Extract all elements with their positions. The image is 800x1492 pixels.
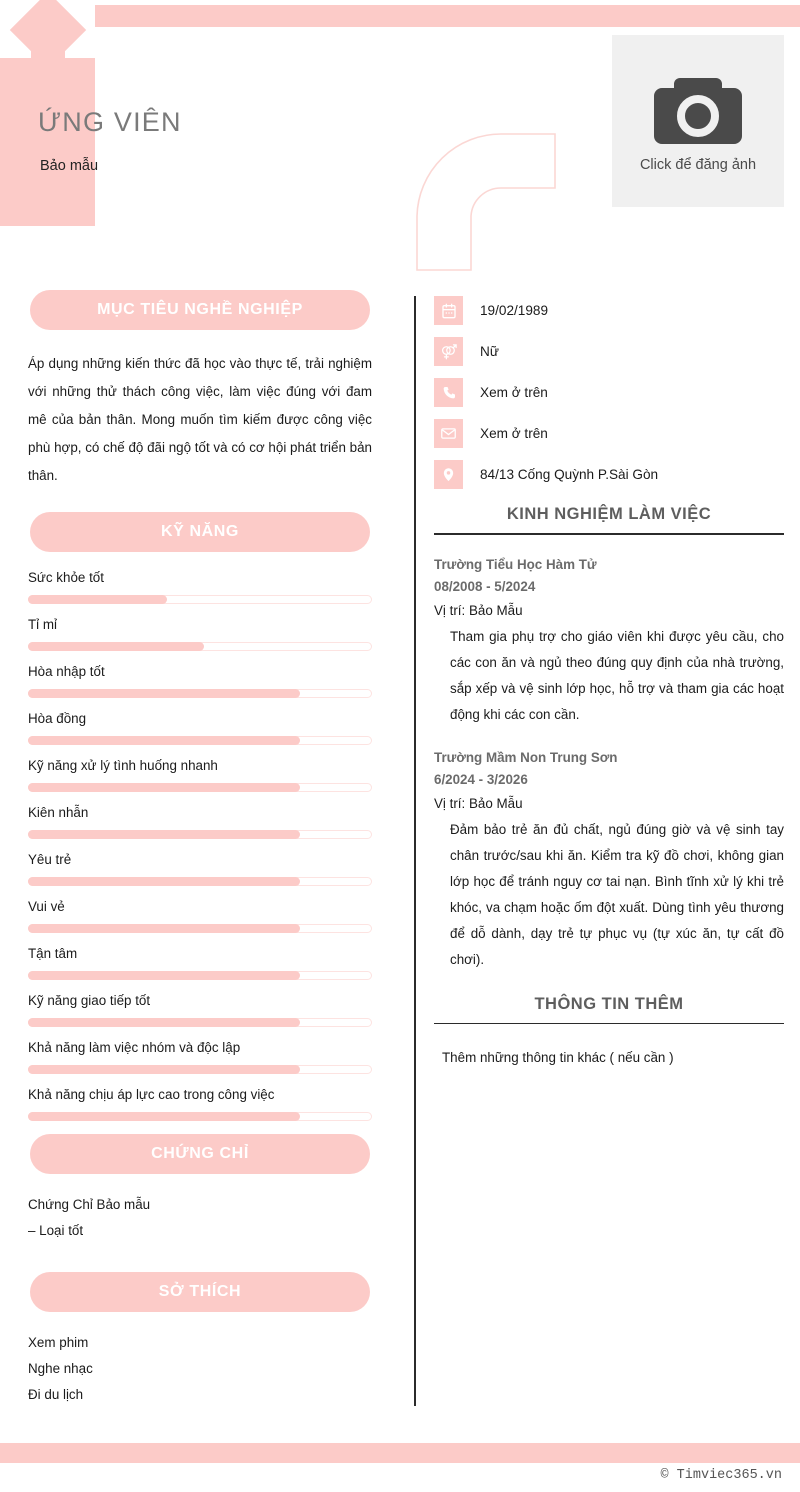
skill-bar-fill	[28, 877, 300, 886]
skill-label: Yêu trẻ	[28, 852, 72, 867]
hobbies-list	[28, 1330, 372, 1408]
contact-row	[434, 460, 784, 489]
list-item: Chứng Chỉ Bảo mẫu	[28, 1197, 151, 1212]
skill-bar-fill	[28, 689, 300, 698]
section-heading-extra: THÔNG TIN THÊM	[534, 994, 684, 1013]
skill-label: Kiên nhẫn	[28, 805, 89, 820]
skill-bar-fill	[28, 736, 300, 745]
list-item: – Loại tốt	[28, 1223, 84, 1238]
job-position: Vị trí: Bảo Mẫu	[434, 795, 523, 811]
jobs-list	[434, 554, 784, 973]
job-position: Vị trí: Bảo Mẫu	[434, 602, 523, 618]
skill-bar-track	[28, 1018, 372, 1027]
skill-bar-track	[28, 642, 372, 651]
skill-bar-fill	[28, 830, 300, 839]
contact-value: 19/02/1989	[480, 303, 549, 318]
left-column	[0, 290, 400, 1408]
name-accent-block	[0, 58, 95, 226]
skills-list	[28, 570, 372, 1121]
skill-item	[28, 664, 372, 698]
skill-bar-track	[28, 971, 372, 980]
list-item: Nghe nhạc	[28, 1361, 93, 1376]
skill-item	[28, 899, 372, 933]
skill-label: Sức khỏe tốt	[28, 570, 104, 585]
job-organization: Trường Mầm Non Trung Sơn	[434, 749, 618, 765]
contact-value: Xem ở trên	[480, 385, 548, 400]
job-entry	[434, 554, 784, 728]
job-entry	[434, 747, 784, 973]
page-title: ỨNG VIÊN	[38, 107, 182, 137]
skill-label: Khả năng làm việc nhóm và độc lập	[28, 1040, 241, 1055]
calendar-icon	[434, 296, 463, 325]
skill-bar-fill	[28, 783, 300, 792]
candidate-role: Bảo mẫu	[40, 158, 99, 174]
skill-bar-fill	[28, 1112, 300, 1121]
skill-bar-track	[28, 783, 372, 792]
skill-item	[28, 1087, 372, 1121]
skill-item	[28, 711, 372, 745]
skill-bar-track	[28, 1065, 372, 1074]
job-description: Đảm bảo trẻ ăn đủ chất, ngủ đúng giờ và vệ sinh tay chân trước/sau khi ăn. Kiểm tra kỹ đồ chơi, không gian lớp học để tránh nguy cơ tai nạn. Bình tĩnh xử lý khi trẻ khóc, va chạm hoặc ốm đột xuất. Dùng tình yêu thương để dỗ dành, dạy trẻ tự phục vụ (tự xúc ăn, tự cất đồ chơi).	[450, 821, 784, 967]
experience-section	[434, 505, 784, 973]
skill-bar-track	[28, 924, 372, 933]
job-organization: Trường Tiểu Học Hàm Tử	[434, 556, 597, 572]
footer-copyright: © Timviec365.vn	[660, 1468, 782, 1483]
contact-value: 84/13 Cống Quỳnh P.Sài Gòn	[480, 467, 659, 482]
skill-bar-track	[28, 736, 372, 745]
skill-bar-fill	[28, 642, 204, 651]
photo-upload-label: Click để đăng ảnh	[639, 156, 757, 173]
heading-rule	[434, 533, 784, 535]
job-dates: 6/2024 - 3/2026	[434, 771, 528, 787]
contact-row	[434, 419, 784, 448]
skill-item	[28, 758, 372, 792]
objective-body: Áp dụng những kiến thức đã học vào thực tế, trải nghiệm với những thử thách công việc, làm việc đúng với đam mê của bản thân. Mong muốn tìm kiếm được công việc phù hợp, có chế độ đãi ngộ tốt và có cơ hội phát triển bản thân.	[28, 356, 372, 483]
skill-label: Tận tâm	[28, 946, 78, 961]
column-divider	[414, 296, 416, 1406]
certificates-list	[28, 1192, 372, 1244]
skill-label: Kỹ năng giao tiếp tốt	[28, 993, 151, 1008]
section-heading-experience: KINH NGHIỆM LÀM VIỆC	[506, 505, 712, 523]
extra-info-body: Thêm những thông tin khác ( nếu cần )	[442, 1050, 674, 1066]
section-heading-objective: MỤC TIÊU NGHỀ NGHIỆP	[30, 290, 370, 330]
contact-value: Nữ	[480, 344, 499, 359]
contact-row	[434, 337, 784, 366]
skill-bar-track	[28, 830, 372, 839]
gender-icon	[434, 337, 463, 366]
contact-row	[434, 378, 784, 407]
decorative-arc	[415, 132, 557, 272]
location-pin-icon	[434, 460, 463, 489]
skill-item	[28, 1040, 372, 1074]
list-item: Đi du lịch	[28, 1387, 84, 1402]
bottom-accent-bar	[0, 1443, 800, 1463]
skill-bar-track	[28, 595, 372, 604]
contact-row	[434, 296, 784, 325]
photo-upload-box[interactable]	[612, 35, 784, 207]
skill-item	[28, 852, 372, 886]
contact-list	[434, 296, 784, 489]
extra-info-section	[434, 995, 784, 1066]
phone-icon	[434, 378, 463, 407]
skill-bar-fill	[28, 1018, 300, 1027]
skill-bar-fill	[28, 595, 167, 604]
heading-rule	[434, 1023, 784, 1025]
skill-label: Hòa đồng	[28, 711, 87, 726]
skill-label: Khả năng chịu áp lực cao trong công việc	[28, 1087, 275, 1102]
top-accent-bar	[95, 5, 800, 27]
skill-item	[28, 805, 372, 839]
right-column	[434, 296, 784, 1065]
skill-bar-track	[28, 1112, 372, 1121]
camera-icon	[650, 70, 746, 150]
skill-item	[28, 946, 372, 980]
skill-item	[28, 617, 372, 651]
skill-item	[28, 993, 372, 1027]
skill-item	[28, 570, 372, 604]
skill-label: Vui vẻ	[28, 899, 65, 914]
skill-bar-track	[28, 877, 372, 886]
email-icon	[434, 419, 463, 448]
skill-bar-fill	[28, 1065, 300, 1074]
skill-label: Tỉ mỉ	[28, 617, 58, 632]
section-heading-certificates: CHỨNG CHỈ	[30, 1134, 370, 1174]
skill-label: Hòa nhập tốt	[28, 664, 105, 679]
contact-value: Xem ở trên	[480, 426, 548, 441]
skill-bar-track	[28, 689, 372, 698]
job-description: Tham gia phụ trợ cho giáo viên khi được yêu cầu, cho các con ăn và ngủ theo đúng quy định của nhà trường, sắp xếp và vệ sinh lớp học, hỗ trợ và tham gia các hoạt động khi các con cần.	[450, 628, 784, 722]
skill-label: Kỹ năng xử lý tình huống nhanh	[28, 758, 218, 773]
section-heading-skills: KỸ NĂNG	[30, 512, 370, 552]
list-item: Xem phim	[28, 1335, 89, 1350]
skill-bar-fill	[28, 971, 300, 980]
section-heading-hobbies: SỞ THÍCH	[30, 1272, 370, 1312]
job-dates: 08/2008 - 5/2024	[434, 578, 536, 594]
skill-bar-fill	[28, 924, 300, 933]
